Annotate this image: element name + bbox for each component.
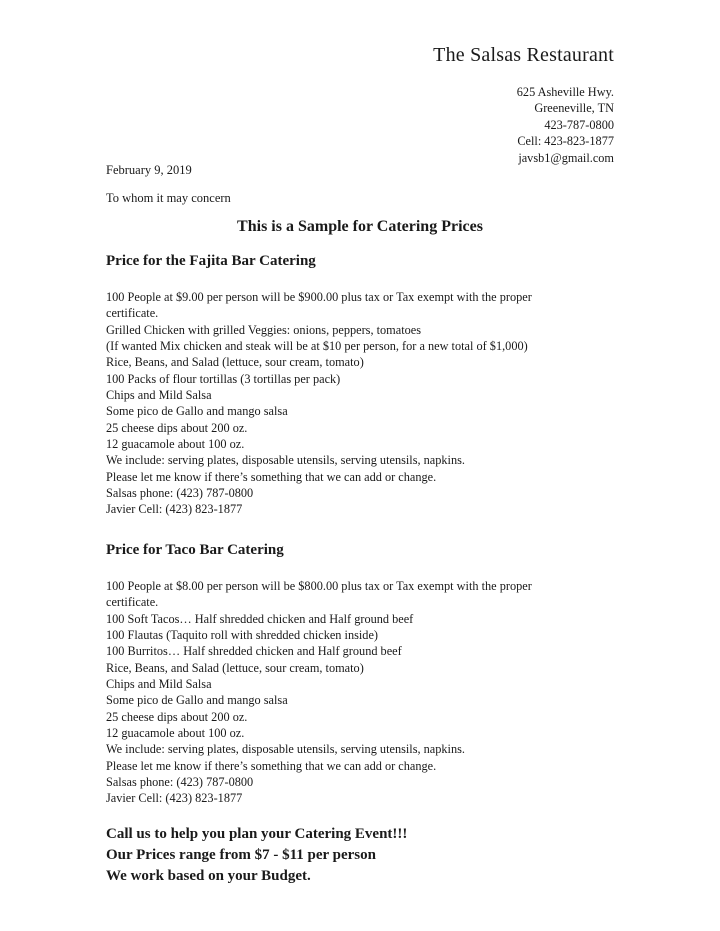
body-line: 100 Packs of flour tortillas (3 tortillas per pack) (106, 371, 341, 386)
body-line: Please let me know if there’s something that we can add or change. (106, 758, 437, 773)
salutation: To whom it may concern (106, 191, 231, 205)
body-line: Chips and Mild Salsa (106, 388, 212, 403)
taco-section-body (106, 578, 616, 807)
body-line: Salsas phone: (423) 787-0800 (106, 775, 254, 790)
body-line: 100 People at $8.00 per person will be $800.00 plus tax or Tax exempt with the proper (106, 579, 532, 593)
body-line: Salsas phone: (423) 787-0800 (106, 486, 254, 501)
body-line: Some pico de Gallo and mango salsa (106, 404, 288, 419)
letter-date: February 9, 2019 (106, 163, 192, 177)
body-line: certificate. (106, 595, 159, 610)
body-line: 12 guacamole about 100 oz. (106, 726, 245, 741)
body-line: (If wanted Mix chicken and steak will be at $10 per person, for a new total of $1,000) (106, 339, 528, 354)
body-line: Please let me know if there’s something that we can add or change. (106, 469, 437, 484)
address-cell: Cell: 423-823-1877 (517, 134, 614, 149)
address-phone: 423-787-0800 (544, 117, 614, 132)
address-block (517, 84, 614, 166)
body-line: Some pico de Gallo and mango salsa (106, 693, 288, 708)
body-line: 100 Flautas (Taquito roll with shredded chicken inside) (106, 628, 379, 643)
address-street: 625 Asheville Hwy. (516, 85, 614, 99)
taco-section-heading: Price for Taco Bar Catering (106, 542, 284, 558)
body-line: Javier Cell: (423) 823-1877 (106, 502, 243, 517)
body-line: Rice, Beans, and Salad (lettuce, sour cream, tomato) (106, 355, 364, 370)
body-line: 100 Burritos… Half shredded chicken and Half ground beef (106, 644, 402, 659)
body-line: Javier Cell: (423) 823-1877 (106, 791, 243, 806)
body-line: Rice, Beans, and Salad (lettuce, sour cream, tomato) (106, 660, 364, 675)
closing-block (106, 824, 407, 887)
body-line: 25 cheese dips about 200 oz. (106, 709, 248, 724)
closing-line: Our Prices range from $7 - $11 per person (106, 847, 376, 863)
body-line: Grilled Chicken with grilled Veggies: onions, peppers, tomatoes (106, 322, 421, 337)
address-email: javsb1@gmail.com (518, 150, 614, 165)
address-city: Greeneville, TN (534, 101, 614, 116)
body-line: 25 cheese dips about 200 oz. (106, 420, 248, 435)
document-title: This is a Sample for Catering Prices (237, 218, 483, 235)
restaurant-name: The Salsas Restaurant (433, 44, 614, 66)
fajita-section-heading: Price for the Fajita Bar Catering (106, 253, 316, 269)
fajita-section-body (106, 289, 616, 518)
body-line: 12 guacamole about 100 oz. (106, 437, 245, 452)
body-line: 100 Soft Tacos… Half shredded chicken and Half ground beef (106, 611, 414, 626)
body-line: 100 People at $9.00 per person will be $900.00 plus tax or Tax exempt with the proper (106, 290, 532, 304)
closing-line: Call us to help you plan your Catering Event!!! (106, 826, 408, 842)
body-line: certificate. (106, 306, 159, 321)
body-line: We include: serving plates, disposable utensils, serving utensils, napkins. (106, 742, 465, 757)
closing-line: We work based on your Budget. (106, 868, 311, 884)
body-line: We include: serving plates, disposable utensils, serving utensils, napkins. (106, 453, 465, 468)
body-line: Chips and Mild Salsa (106, 677, 212, 692)
